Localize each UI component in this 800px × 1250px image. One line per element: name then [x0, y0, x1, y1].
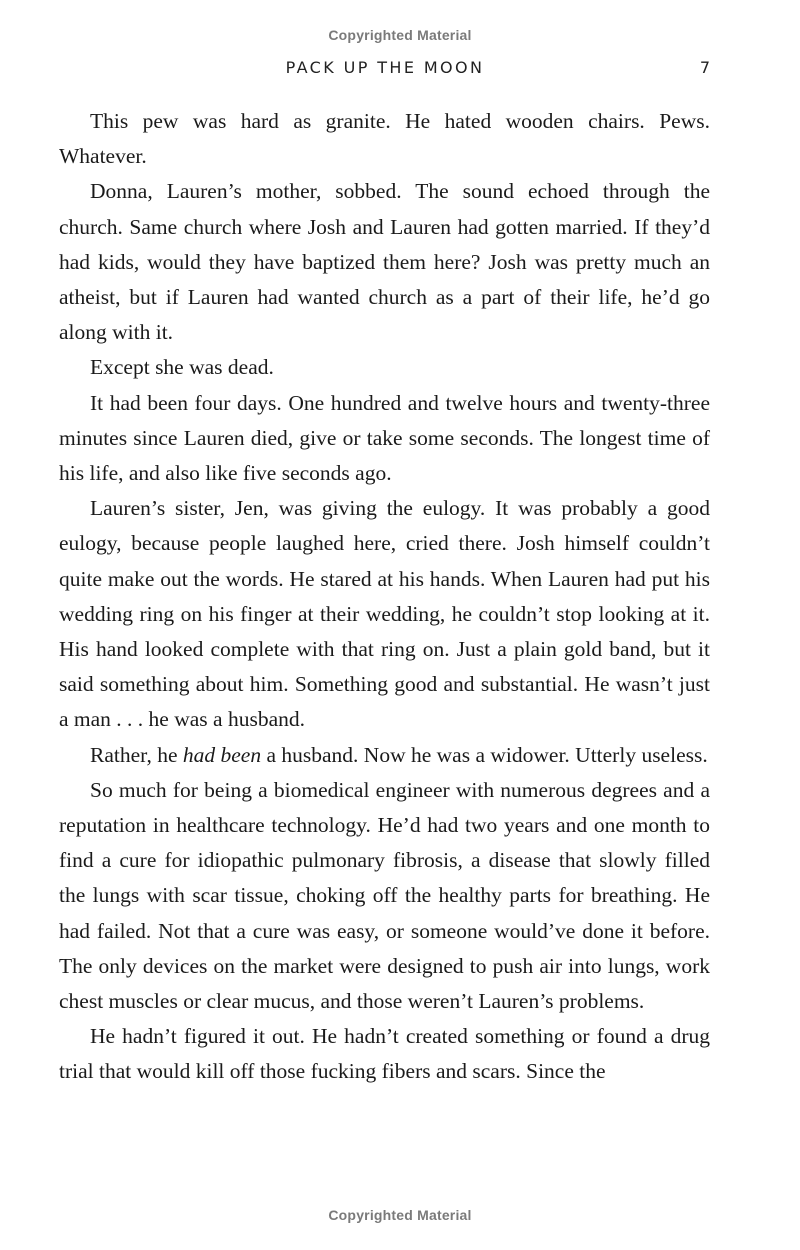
paragraph-text: a husband. Now he was a widower. Utterly useless. — [261, 742, 708, 767]
paragraph — [59, 738, 710, 773]
copyright-watermark-bottom: Copyrighted Material — [328, 1207, 472, 1223]
paragraph: So much for being a biomedical engineer with numerous degrees and a reputation in healthcare technology. He’d had two years and one month to find a cure for idiopathic pulmonary fibrosis, a disease that slowly filled the lungs with scar tissue, choking off the healthy parts for breathing. He had failed. Not that a cure was easy, or someone would’ve done it before. The only devices on the market were designed to push air into lungs, work chest muscles or clear mucus, and those weren’t Lauren’s problems. — [59, 777, 710, 1014]
paragraph: Lauren’s sister, Jen, was giving the eulogy. It was probably a good eulogy, because people laughed here, cried there. Josh himself couldn’t quite make out the words. He stared at his hands. When Lauren had put his wedding ring on his finger at their wedding, he couldn’t stop looking at it. His hand looked complete with that ring on. Just a plain gold band, but it said something about him. Something good and substantial. He wasn’t just a man . . . he was a husband. — [59, 496, 710, 732]
body-text — [59, 104, 710, 1090]
paragraph: Donna, Lauren’s mother, sobbed. The sound echoed through the church. Same church where Josh and Lauren had gotten married. If they’d had kids, would they have baptized them here? Josh was pretty much an atheist, but if Lauren had wanted church as a part of their life, he’d go along with it. — [59, 179, 710, 345]
running-header — [60, 58, 710, 82]
copyright-watermark-top: Copyrighted Material — [328, 27, 472, 43]
emphasized-text: had been — [182, 742, 262, 767]
paragraph: He hadn’t figured it out. He hadn’t created something or found a drug trial that would kill off those fucking fibers and scars. Since the — [59, 1024, 710, 1084]
page-number: 7 — [699, 58, 710, 77]
paragraph: This pew was hard as granite. He hated wooden chairs. Pews. Whatever. — [59, 109, 710, 169]
running-title: PACK UP THE MOON — [285, 58, 485, 77]
paragraph-text: Rather, he — [90, 742, 183, 767]
paragraph: Except she was dead. — [90, 355, 274, 380]
paragraph: It had been four days. One hundred and twelve hours and twenty-three minutes since Lauren died, give or take some seconds. The longest time of his life, and also like five seconds ago. — [59, 390, 710, 486]
